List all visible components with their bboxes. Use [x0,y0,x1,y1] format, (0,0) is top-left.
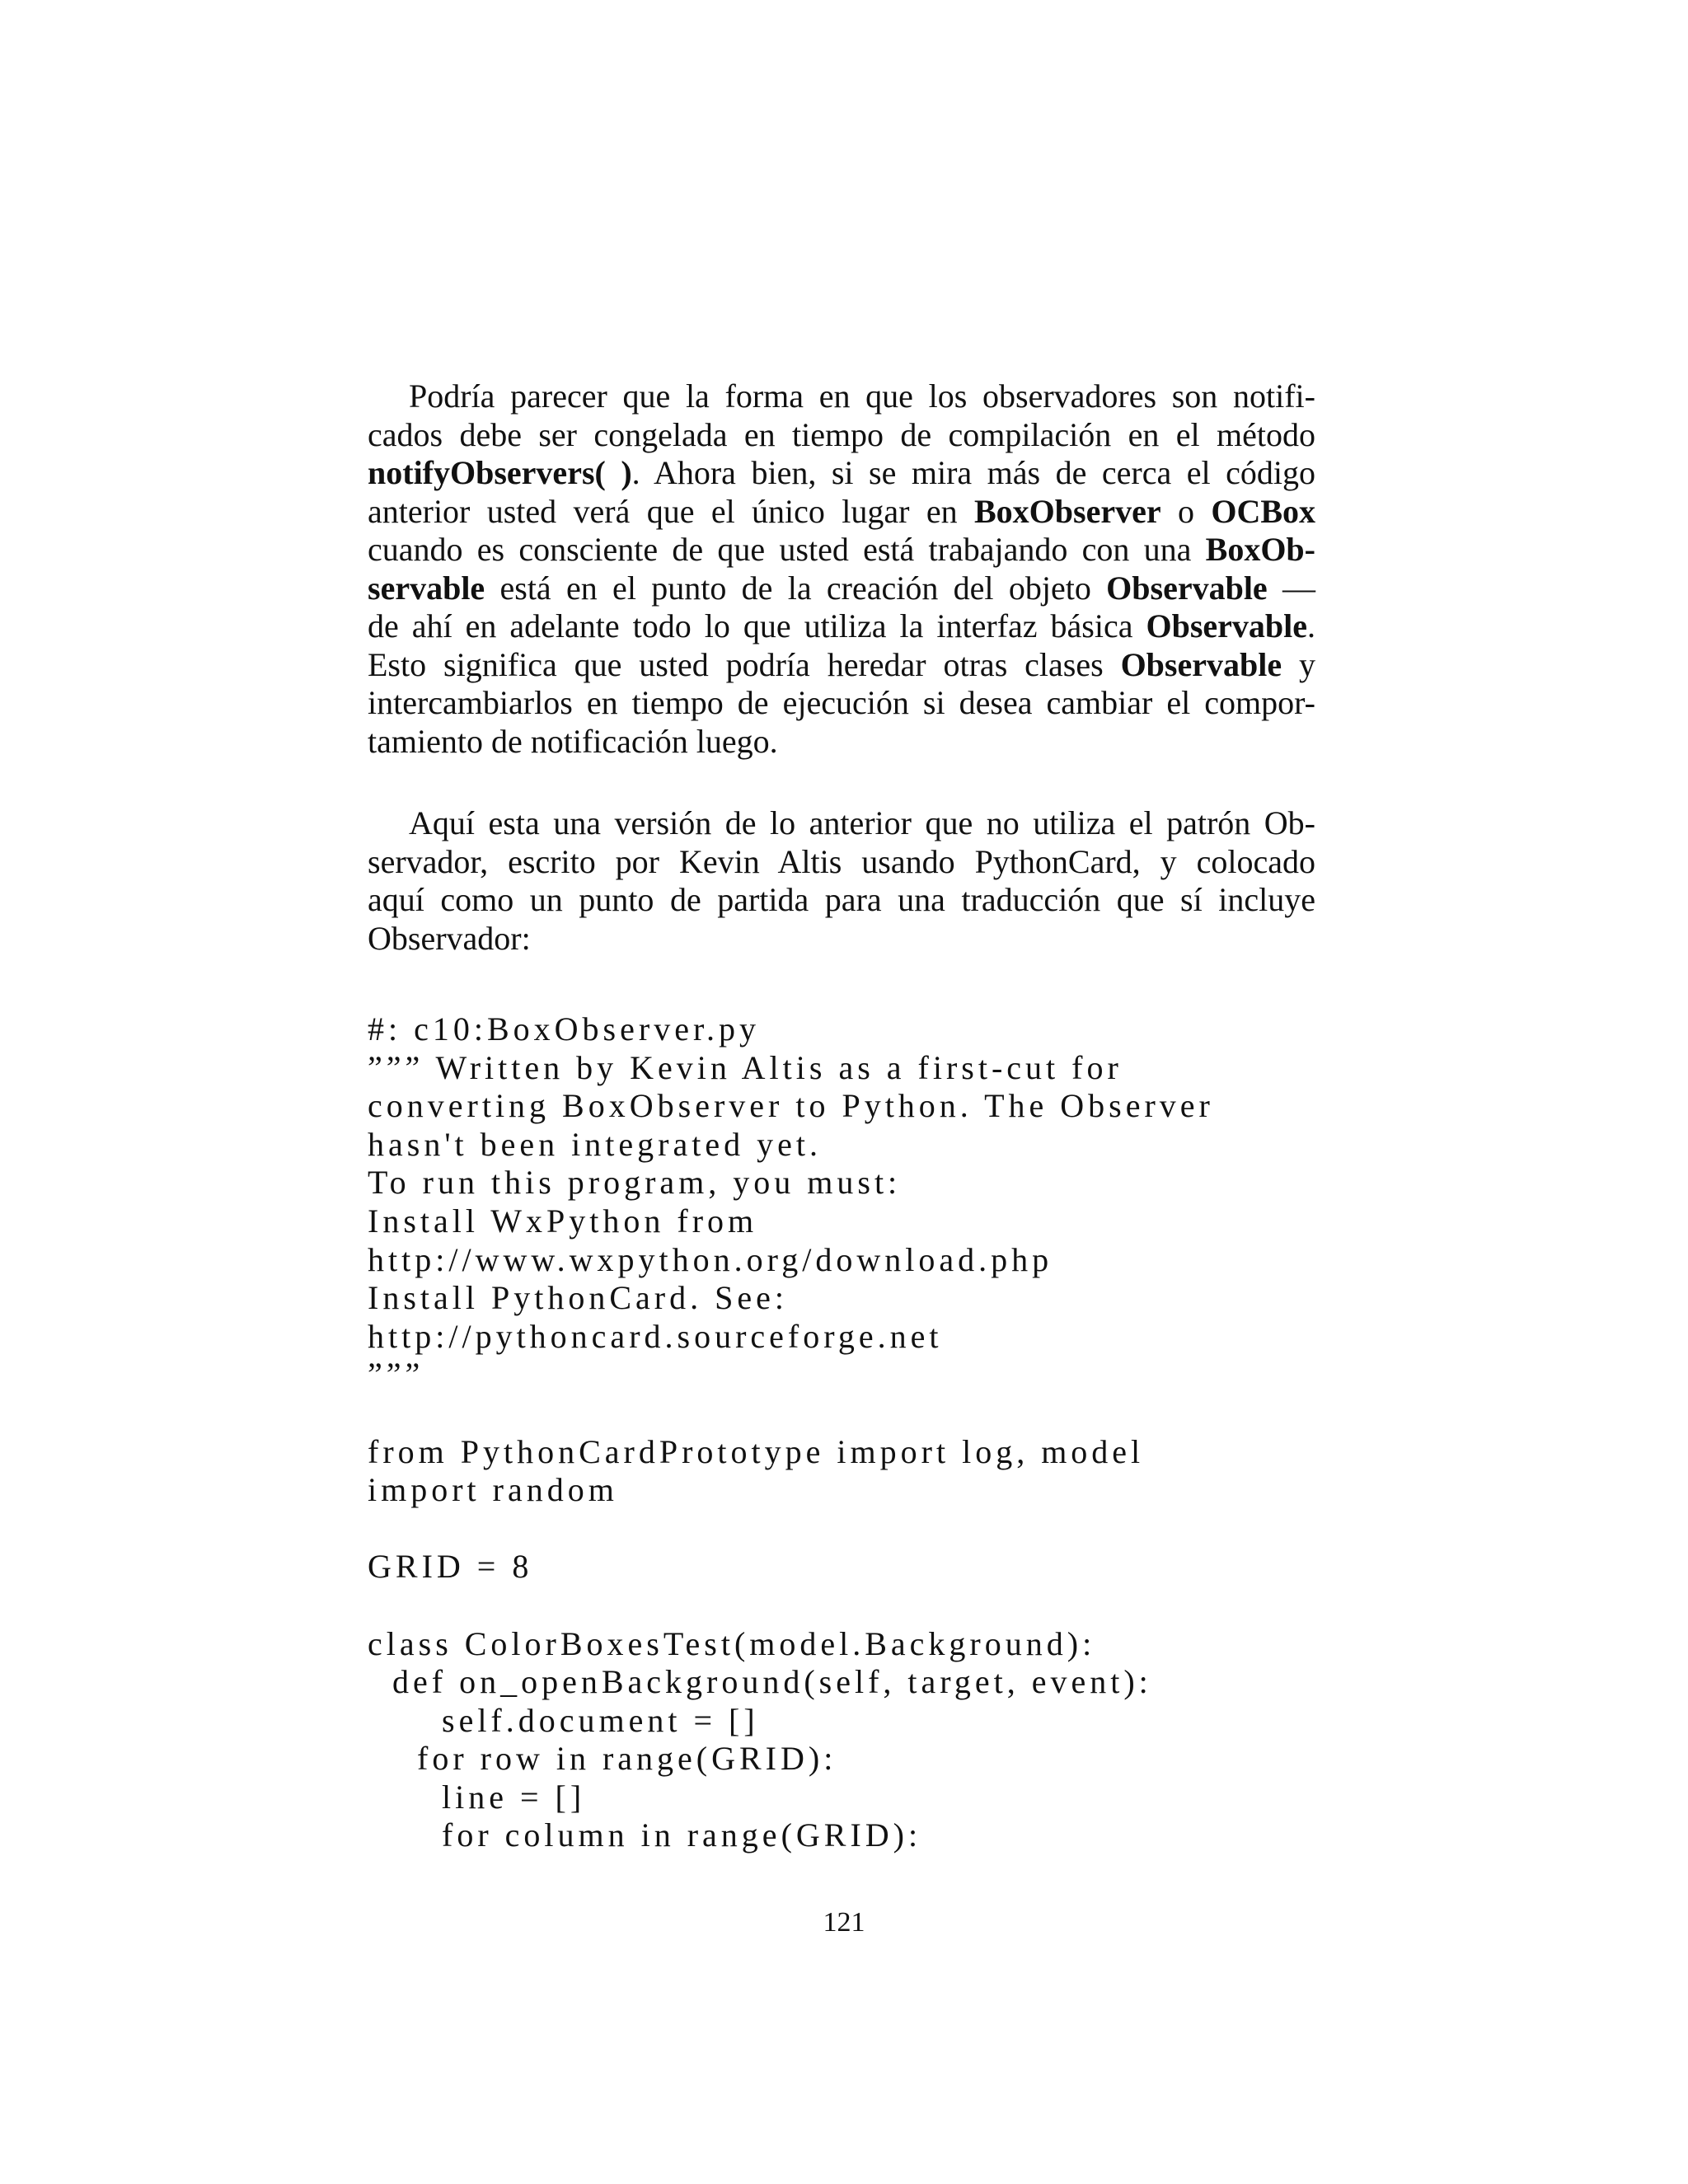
code-line: #: c10:BoxObserver.py [368,1010,761,1047]
paragraph-2 [368,804,1315,958]
code-line: Install WxPython from [368,1202,758,1240]
code-line: converting BoxObserver to Python. The Observer [368,1087,1214,1125]
paragraph-2-line: Aquí esta una versión de lo anterior que no utiliza el patrón Ob- [409,804,1315,841]
code-line: Install PythonCard. See: [368,1279,788,1317]
code-line: for row in range(GRID): [368,1740,837,1778]
paragraph-1-line: cuando es consciente de que usted está trabajando con una BoxOb- [368,531,1315,568]
page-number: 121 [823,1907,865,1938]
bold-term: Observable [1146,607,1307,644]
paragraph-1-line: anterior usted verá que el único lugar en BoxObserver o OCBox [368,492,1316,530]
bold-term: OCBox [1211,492,1316,530]
code-line: http://www.wxpython.org/download.php [368,1240,1053,1278]
paragraph-1-line: intercambiarlos en tiempo de ejecución si desea cambiar el compor- [368,684,1315,721]
paragraph-1-line: servable está en el punto de la creación del objeto Observable — [368,569,1315,607]
code-line: class ColorBoxesTest(model.Background): [368,1624,1096,1662]
code-line: import random [368,1471,618,1509]
bold-term: BoxObserver [973,492,1161,530]
bold-term: BoxOb- [1205,531,1315,568]
paragraph-1-line: Podría parecer que la forma en que los observadores son notifi- [409,377,1315,415]
bold-term: Observable [1120,645,1282,683]
paragraph-1-line: Esto significa que usted podría heredar otras clases Observable y [368,645,1316,683]
paragraph-1-line: cados debe ser congelada en tiempo de compilación en el método [368,415,1315,453]
paragraph-2-line: servador, escrito por Kevin Altis usando PythonCard, y colocado [368,842,1315,880]
code-line: line = [] [368,1778,586,1816]
paragraph-1 [368,377,1315,761]
code-line: ””” [368,1356,424,1394]
code-line: http://pythoncard.sourceforge.net [368,1317,943,1355]
paragraph-1-line: de ahí en adelante todo lo que utiliza la interfaz básica Observable. [368,607,1315,644]
bold-term: servable [368,569,485,607]
code-line: def on_openBackground(self, target, event): [368,1663,1152,1701]
code-line: from PythonCardPrototype import log, model [368,1432,1145,1470]
code-line: self.document = [] [368,1701,759,1739]
bold-term: notifyObservers( ) [368,454,632,491]
code-line: hasn't been integrated yet. [368,1125,822,1163]
paragraph-2-line: aquí como un punto de partida para una traducción que sí incluye [368,881,1315,918]
code-line [368,1510,1357,1549]
paragraph-1-line: notifyObservers( ). Ahora bien, si se mira más de cerca el código [368,454,1315,491]
paragraph-2-line: Observador: [368,919,531,957]
code-line: for column in range(GRID): [368,1816,922,1854]
code-line [368,1394,1357,1433]
code-line: GRID = 8 [368,1548,533,1586]
code-line: ””” Written by Kevin Altis as a first-cut for [368,1048,1123,1086]
bold-term: Observable [1106,569,1268,607]
code-listing [368,1010,1357,1855]
code-line [368,1586,1357,1625]
code-line: To run this program, you must: [368,1164,902,1202]
paragraph-1-line: tamiento de notificación luego. [368,722,778,760]
